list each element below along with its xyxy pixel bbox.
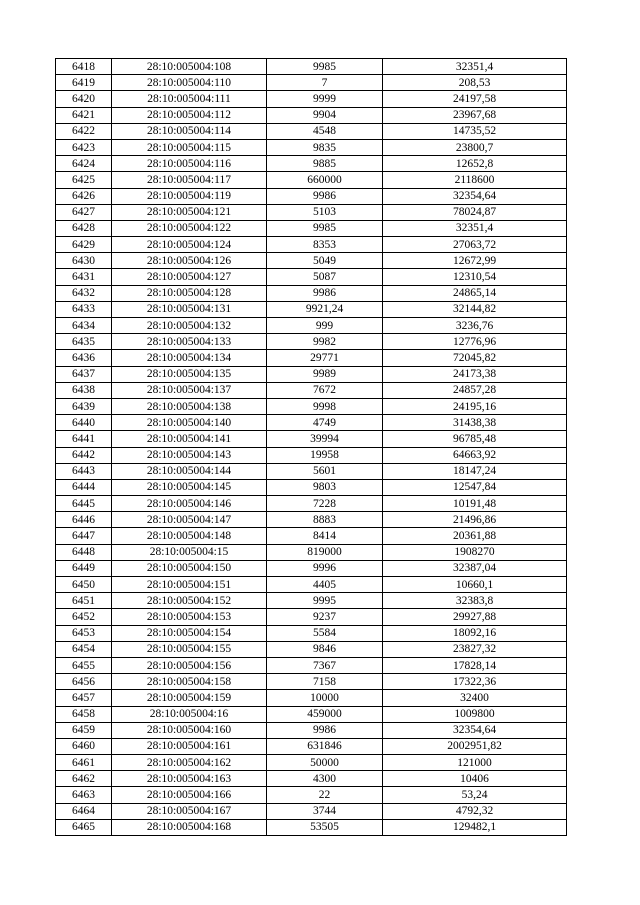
area-cell: 9803 — [267, 479, 383, 495]
cadastral-number-cell: 28:10:005004:141 — [112, 431, 267, 447]
area-cell: 29771 — [267, 350, 383, 366]
table-row — [56, 625, 567, 641]
table-row — [56, 318, 567, 334]
table-row — [56, 156, 567, 172]
area-cell: 9982 — [267, 334, 383, 350]
table-row — [56, 382, 567, 398]
value-cell: 3236,76 — [383, 318, 567, 334]
cadastral-number-cell: 28:10:005004:140 — [112, 415, 267, 431]
value-cell: 24865,14 — [383, 285, 567, 301]
table-body — [56, 59, 567, 836]
table-row — [56, 512, 567, 528]
value-cell: 12652,8 — [383, 156, 567, 172]
area-cell: 9998 — [267, 398, 383, 414]
area-cell: 5103 — [267, 204, 383, 220]
value-cell: 24195,16 — [383, 398, 567, 414]
table-row — [56, 415, 567, 431]
cadastral-number-cell: 28:10:005004:122 — [112, 220, 267, 236]
area-cell: 9996 — [267, 560, 383, 576]
row-number-cell: 6446 — [56, 512, 112, 528]
cadastral-number-cell: 28:10:005004:146 — [112, 496, 267, 512]
table-row — [56, 107, 567, 123]
value-cell: 2118600 — [383, 172, 567, 188]
row-number-cell: 6428 — [56, 220, 112, 236]
cadastral-number-cell: 28:10:005004:127 — [112, 269, 267, 285]
value-cell: 2002951,82 — [383, 738, 567, 754]
table-row — [56, 431, 567, 447]
value-cell: 32354,64 — [383, 188, 567, 204]
table-row — [56, 350, 567, 366]
row-number-cell: 6456 — [56, 674, 112, 690]
row-number-cell: 6418 — [56, 59, 112, 75]
row-number-cell: 6445 — [56, 496, 112, 512]
value-cell: 32383,8 — [383, 593, 567, 609]
row-number-cell: 6440 — [56, 415, 112, 431]
value-cell: 12547,84 — [383, 479, 567, 495]
value-cell: 20361,88 — [383, 528, 567, 544]
cadastral-number-cell: 28:10:005004:132 — [112, 318, 267, 334]
area-cell: 19958 — [267, 447, 383, 463]
area-cell: 5601 — [267, 463, 383, 479]
row-number-cell: 6423 — [56, 139, 112, 155]
table-row — [56, 253, 567, 269]
area-cell: 7 — [267, 75, 383, 91]
area-cell: 53505 — [267, 819, 383, 835]
table-row — [56, 803, 567, 819]
row-number-cell: 6455 — [56, 657, 112, 673]
cadastral-number-cell: 28:10:005004:131 — [112, 301, 267, 317]
area-cell: 9985 — [267, 220, 383, 236]
area-cell: 9995 — [267, 593, 383, 609]
value-cell: 17828,14 — [383, 657, 567, 673]
table-row — [56, 593, 567, 609]
cadastral-number-cell: 28:10:005004:135 — [112, 366, 267, 382]
table-row — [56, 755, 567, 771]
row-number-cell: 6458 — [56, 706, 112, 722]
row-number-cell: 6457 — [56, 690, 112, 706]
area-cell: 5087 — [267, 269, 383, 285]
row-number-cell: 6437 — [56, 366, 112, 382]
cadastral-number-cell: 28:10:005004:116 — [112, 156, 267, 172]
area-cell: 3744 — [267, 803, 383, 819]
value-cell: 64663,92 — [383, 447, 567, 463]
area-cell: 22 — [267, 787, 383, 803]
table-row — [56, 560, 567, 576]
value-cell: 10191,48 — [383, 496, 567, 512]
cadastral-number-cell: 28:10:005004:138 — [112, 398, 267, 414]
table-row — [56, 301, 567, 317]
table-row — [56, 237, 567, 253]
cadastral-number-cell: 28:10:005004:121 — [112, 204, 267, 220]
table-row — [56, 706, 567, 722]
cadastral-number-cell: 28:10:005004:111 — [112, 91, 267, 107]
table-row — [56, 738, 567, 754]
row-number-cell: 6452 — [56, 609, 112, 625]
table-row — [56, 657, 567, 673]
area-cell: 9986 — [267, 285, 383, 301]
cadastral-number-cell: 28:10:005004:133 — [112, 334, 267, 350]
cadastral-number-cell: 28:10:005004:108 — [112, 59, 267, 75]
land-registry-table — [55, 58, 567, 836]
value-cell: 18147,24 — [383, 463, 567, 479]
row-number-cell: 6462 — [56, 771, 112, 787]
value-cell: 1908270 — [383, 544, 567, 560]
cadastral-number-cell: 28:10:005004:128 — [112, 285, 267, 301]
value-cell: 23827,32 — [383, 641, 567, 657]
area-cell: 4405 — [267, 577, 383, 593]
value-cell: 18092,16 — [383, 625, 567, 641]
value-cell: 32400 — [383, 690, 567, 706]
value-cell: 53,24 — [383, 787, 567, 803]
cadastral-number-cell: 28:10:005004:16 — [112, 706, 267, 722]
area-cell: 50000 — [267, 755, 383, 771]
area-cell: 8414 — [267, 528, 383, 544]
cadastral-number-cell: 28:10:005004:15 — [112, 544, 267, 560]
area-cell: 9885 — [267, 156, 383, 172]
table-row — [56, 722, 567, 738]
area-cell: 7367 — [267, 657, 383, 673]
area-cell: 5584 — [267, 625, 383, 641]
row-number-cell: 6459 — [56, 722, 112, 738]
value-cell: 24197,58 — [383, 91, 567, 107]
row-number-cell: 6426 — [56, 188, 112, 204]
value-cell: 96785,48 — [383, 431, 567, 447]
row-number-cell: 6448 — [56, 544, 112, 560]
area-cell: 999 — [267, 318, 383, 334]
table-row — [56, 172, 567, 188]
row-number-cell: 6420 — [56, 91, 112, 107]
area-cell: 9989 — [267, 366, 383, 382]
row-number-cell: 6439 — [56, 398, 112, 414]
value-cell: 32351,4 — [383, 59, 567, 75]
row-number-cell: 6447 — [56, 528, 112, 544]
table-row — [56, 674, 567, 690]
row-number-cell: 6434 — [56, 318, 112, 334]
area-cell: 8353 — [267, 237, 383, 253]
row-number-cell: 6443 — [56, 463, 112, 479]
cadastral-number-cell: 28:10:005004:156 — [112, 657, 267, 673]
row-number-cell: 6453 — [56, 625, 112, 641]
area-cell: 9986 — [267, 188, 383, 204]
value-cell: 21496,86 — [383, 512, 567, 528]
cadastral-number-cell: 28:10:005004:153 — [112, 609, 267, 625]
value-cell: 208,53 — [383, 75, 567, 91]
value-cell: 23967,68 — [383, 107, 567, 123]
value-cell: 12672,99 — [383, 253, 567, 269]
table-row — [56, 641, 567, 657]
value-cell: 12310,54 — [383, 269, 567, 285]
table-row — [56, 204, 567, 220]
row-number-cell: 6429 — [56, 237, 112, 253]
row-number-cell: 6449 — [56, 560, 112, 576]
table-row — [56, 334, 567, 350]
area-cell: 9835 — [267, 139, 383, 155]
row-number-cell: 6438 — [56, 382, 112, 398]
table-row — [56, 819, 567, 835]
value-cell: 121000 — [383, 755, 567, 771]
value-cell: 27063,72 — [383, 237, 567, 253]
row-number-cell: 6465 — [56, 819, 112, 835]
value-cell: 1009800 — [383, 706, 567, 722]
cadastral-number-cell: 28:10:005004:166 — [112, 787, 267, 803]
cadastral-number-cell: 28:10:005004:114 — [112, 123, 267, 139]
cadastral-number-cell: 28:10:005004:168 — [112, 819, 267, 835]
table-row — [56, 496, 567, 512]
cadastral-number-cell: 28:10:005004:150 — [112, 560, 267, 576]
area-cell: 9904 — [267, 107, 383, 123]
value-cell: 24857,28 — [383, 382, 567, 398]
area-cell: 7672 — [267, 382, 383, 398]
value-cell: 129482,1 — [383, 819, 567, 835]
cadastral-number-cell: 28:10:005004:115 — [112, 139, 267, 155]
cadastral-number-cell: 28:10:005004:151 — [112, 577, 267, 593]
value-cell: 31438,38 — [383, 415, 567, 431]
value-cell: 32387,04 — [383, 560, 567, 576]
value-cell: 4792,32 — [383, 803, 567, 819]
row-number-cell: 6431 — [56, 269, 112, 285]
cadastral-number-cell: 28:10:005004:152 — [112, 593, 267, 609]
table-row — [56, 123, 567, 139]
row-number-cell: 6454 — [56, 641, 112, 657]
cadastral-number-cell: 28:10:005004:148 — [112, 528, 267, 544]
row-number-cell: 6441 — [56, 431, 112, 447]
value-cell: 32351,4 — [383, 220, 567, 236]
cadastral-number-cell: 28:10:005004:147 — [112, 512, 267, 528]
cadastral-number-cell: 28:10:005004:158 — [112, 674, 267, 690]
table-row — [56, 447, 567, 463]
area-cell: 4548 — [267, 123, 383, 139]
area-cell: 9237 — [267, 609, 383, 625]
area-cell: 9986 — [267, 722, 383, 738]
table-row — [56, 398, 567, 414]
table-row — [56, 59, 567, 75]
row-number-cell: 6433 — [56, 301, 112, 317]
row-number-cell: 6432 — [56, 285, 112, 301]
area-cell: 9985 — [267, 59, 383, 75]
table-row — [56, 609, 567, 625]
area-cell: 8883 — [267, 512, 383, 528]
table-row — [56, 787, 567, 803]
value-cell: 10406 — [383, 771, 567, 787]
row-number-cell: 6464 — [56, 803, 112, 819]
table-row — [56, 285, 567, 301]
row-number-cell: 6451 — [56, 593, 112, 609]
value-cell: 24173,38 — [383, 366, 567, 382]
cadastral-number-cell: 28:10:005004:163 — [112, 771, 267, 787]
row-number-cell: 6463 — [56, 787, 112, 803]
row-number-cell: 6436 — [56, 350, 112, 366]
row-number-cell: 6444 — [56, 479, 112, 495]
area-cell: 10000 — [267, 690, 383, 706]
table-row — [56, 528, 567, 544]
row-number-cell: 6435 — [56, 334, 112, 350]
value-cell: 78024,87 — [383, 204, 567, 220]
table-row — [56, 75, 567, 91]
row-number-cell: 6425 — [56, 172, 112, 188]
row-number-cell: 6430 — [56, 253, 112, 269]
table-row — [56, 366, 567, 382]
table-row — [56, 269, 567, 285]
row-number-cell: 6421 — [56, 107, 112, 123]
value-cell: 14735,52 — [383, 123, 567, 139]
area-cell: 5049 — [267, 253, 383, 269]
area-cell: 4749 — [267, 415, 383, 431]
area-cell: 660000 — [267, 172, 383, 188]
cadastral-number-cell: 28:10:005004:119 — [112, 188, 267, 204]
cadastral-number-cell: 28:10:005004:144 — [112, 463, 267, 479]
value-cell: 23800,7 — [383, 139, 567, 155]
area-cell: 4300 — [267, 771, 383, 787]
area-cell: 7228 — [267, 496, 383, 512]
cadastral-number-cell: 28:10:005004:155 — [112, 641, 267, 657]
row-number-cell: 6461 — [56, 755, 112, 771]
row-number-cell: 6460 — [56, 738, 112, 754]
cadastral-number-cell: 28:10:005004:161 — [112, 738, 267, 754]
table-row — [56, 220, 567, 236]
value-cell: 72045,82 — [383, 350, 567, 366]
area-cell: 9999 — [267, 91, 383, 107]
row-number-cell: 6424 — [56, 156, 112, 172]
cadastral-number-cell: 28:10:005004:112 — [112, 107, 267, 123]
area-cell: 9921,24 — [267, 301, 383, 317]
cadastral-number-cell: 28:10:005004:145 — [112, 479, 267, 495]
cadastral-number-cell: 28:10:005004:159 — [112, 690, 267, 706]
value-cell: 29927,88 — [383, 609, 567, 625]
cadastral-number-cell: 28:10:005004:124 — [112, 237, 267, 253]
table-row — [56, 479, 567, 495]
table-row — [56, 91, 567, 107]
row-number-cell: 6419 — [56, 75, 112, 91]
cadastral-number-cell: 28:10:005004:137 — [112, 382, 267, 398]
cadastral-number-cell: 28:10:005004:167 — [112, 803, 267, 819]
cadastral-number-cell: 28:10:005004:143 — [112, 447, 267, 463]
cadastral-number-cell: 28:10:005004:160 — [112, 722, 267, 738]
cadastral-number-cell: 28:10:005004:134 — [112, 350, 267, 366]
table-row — [56, 544, 567, 560]
table-row — [56, 771, 567, 787]
row-number-cell: 6427 — [56, 204, 112, 220]
cadastral-number-cell: 28:10:005004:162 — [112, 755, 267, 771]
value-cell: 32144,82 — [383, 301, 567, 317]
table-row — [56, 463, 567, 479]
row-number-cell: 6450 — [56, 577, 112, 593]
area-cell: 819000 — [267, 544, 383, 560]
cadastral-number-cell: 28:10:005004:110 — [112, 75, 267, 91]
table-row — [56, 188, 567, 204]
row-number-cell: 6442 — [56, 447, 112, 463]
value-cell: 17322,36 — [383, 674, 567, 690]
table-row — [56, 139, 567, 155]
table-row — [56, 577, 567, 593]
area-cell: 7158 — [267, 674, 383, 690]
area-cell: 459000 — [267, 706, 383, 722]
area-cell: 631846 — [267, 738, 383, 754]
row-number-cell: 6422 — [56, 123, 112, 139]
cadastral-number-cell: 28:10:005004:117 — [112, 172, 267, 188]
area-cell: 9846 — [267, 641, 383, 657]
cadastral-number-cell: 28:10:005004:126 — [112, 253, 267, 269]
cadastral-number-cell: 28:10:005004:154 — [112, 625, 267, 641]
value-cell: 12776,96 — [383, 334, 567, 350]
value-cell: 10660,1 — [383, 577, 567, 593]
area-cell: 39994 — [267, 431, 383, 447]
value-cell: 32354,64 — [383, 722, 567, 738]
table-row — [56, 690, 567, 706]
